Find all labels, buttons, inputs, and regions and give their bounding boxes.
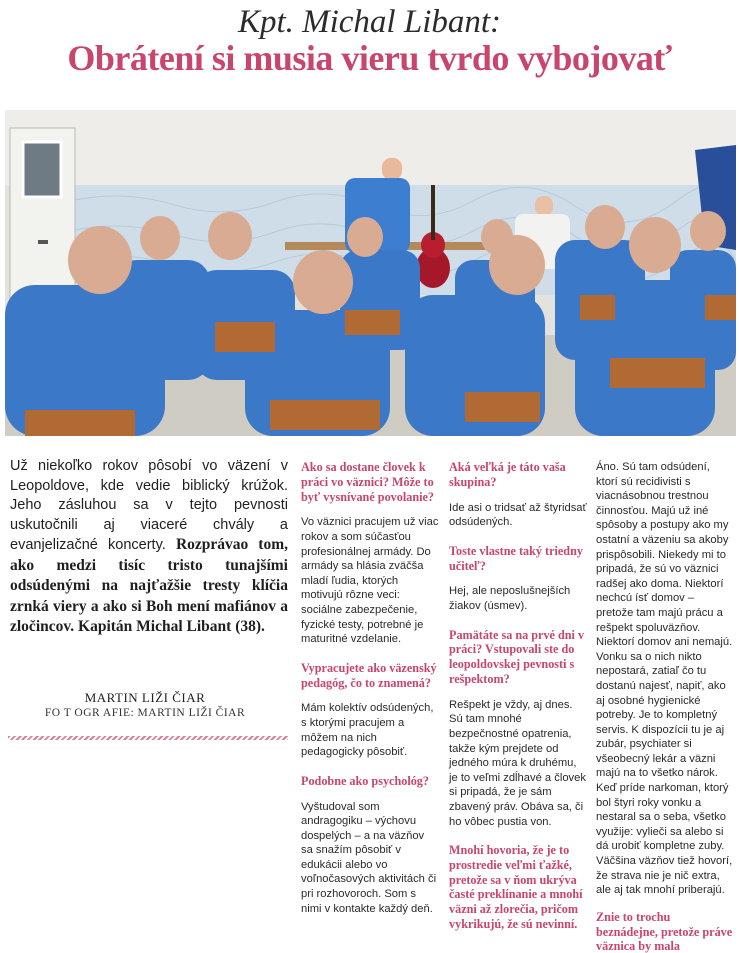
byline	[0, 690, 290, 719]
separator	[8, 736, 288, 740]
answer: Hej, ale neposlušnejších žiakov (úsmev).	[449, 585, 571, 612]
question: Pamätáte sa na prvé dni v práci? Vstupovali ste do leopoldovskej pevnosti s rešpektom?	[449, 627, 585, 686]
question: Vypracujete ako väzenský pedagóg, čo to znamená?	[301, 660, 437, 690]
lead-paragraph	[10, 457, 288, 638]
answer: Mám kolektív odsúdených, s ktorými pracujem a môžem na nich pedagogicky pôsobiť.	[301, 702, 434, 759]
question: Mnohí hovoria, že je to prostredie veľmi ťažké, pretože sa v ňom ukrýva časté preklínanie a mnohí väzni až zlorečia, pričom vykrikujú, že sú nevinní.	[449, 843, 583, 932]
answer: Rešpekt je vždy, aj dnes. Sú tam mnohé bezpečnostné opatrenia, takže kým prejdete od jedného múra k druhému, je to veľmi zdĺhavé a človek si pripadá, že je sám zbavený práv. Obáva sa, či ho vôbec pustia von.	[449, 698, 586, 828]
kicker: Kpt. Michal Libant:	[237, 4, 502, 40]
answer: Ide asi o tridsať až štyridsať odsúdených.	[449, 501, 587, 529]
interview-column-1	[301, 460, 439, 930]
author: MARTIN LIŽI ČIAR	[84, 690, 206, 705]
interview-column-3	[596, 460, 734, 953]
question: Podobne ako psychológ?	[301, 773, 429, 788]
lead-strong: Rozprávao tom, ako medzi tisíc tristo tunajšími odsúdenými na najťažšie tresty klíčia zrnká viery a ako si Boh mení mafiánov a zločincov. Kapitán Michal Libant (38).	[10, 536, 288, 635]
question: Toste vlastne taký triedny učiteľ?	[449, 543, 583, 573]
question: Znie to trochu beznádejne, pretože práve väznica by mala	[596, 909, 733, 953]
article-photo	[5, 110, 736, 436]
lead-intro: Už niekoľko rokov pôsobí vo väzení v Leopoldove, kde vedie biblický krúžok. Jeho zásluhou sa v tejto pevnosti uskutočnili aj viaceré chvály a evanjelizačné koncerty.	[10, 458, 288, 553]
headline: Obrátení si musia vieru tvrdo vybojovať	[67, 38, 672, 78]
question: Aká veľká je táto vaša skupina?	[449, 460, 566, 489]
photo-credit: FO T OGR AFIE: MARTIN LIŽI ČIAR	[44, 707, 246, 719]
answer: Vyštudoval som andragogiku – výchovu dospelých – a na väzňov sa snažím pôsobiť v edukácii alebo vo voľnočasových aktivitách či pri rozhovoroch. Som s nimi v kontakte každý deň.	[301, 800, 437, 915]
answer: Vo väznici pracujem už viac rokov a som súčasťou profesionálnej armády. Do armády sa hlásia zväčša mladí ľudia, ktorých motivujú rôzne veci: sociálne zabezpečenie, fyzické testy, potrebné je maturitné vzdelanie.	[301, 516, 439, 646]
answer: Áno. Sú tam odsúdení, ktorí sú recidivisti s viacnásobnou trestnou činnosťou. Majú už iné spôsoby a postupy ako my ostatní a väzeniu sa akoby prispôsobili. Niekedy mi to pripadá, že sú vo väznici radšej ako doma. Niektorí nechcú ísť domov – pretože tam majú prácu a rešpekt spoluväzňov. Niektorí domov ani nemajú. Vonku sa o nich nikto nepostará, zatiaľ čo tu dostanú najesť, napiť, ako aj osobné hygienické potreby. Je to kompletný servis. K dispozícii tu je aj zubár, psychiater si všeobecný lekár a väzni majú na to všetko nárok. Keď príde narkoman, ktorý bol štyri roky vonku a nestaral sa o seba, všetko využije: vylieči sa alebo si dá urobiť kompletne zuby. Väčšina väzňov tiež hovorí, že strava nie je nič extra, ale aj tak mnohí priberajú.	[596, 461, 733, 897]
question: Ako sa dostane človek k práci vo väznici? Môže to byť vysnívané povolanie?	[301, 460, 434, 504]
interview-column-2	[449, 460, 587, 943]
